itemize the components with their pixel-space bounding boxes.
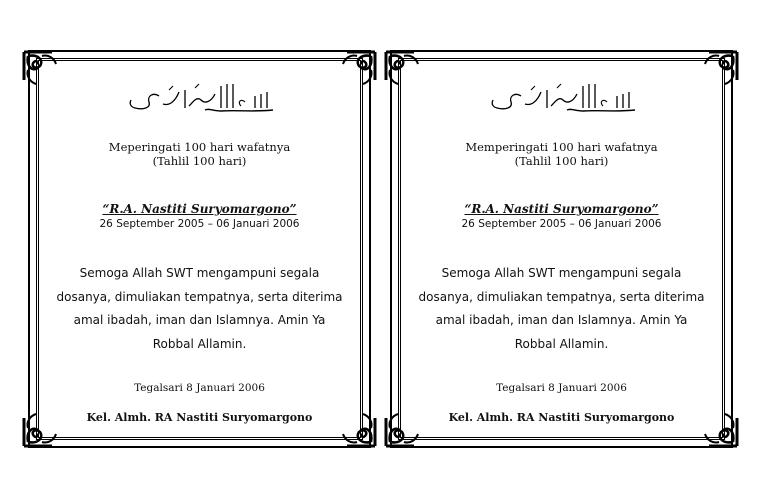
memorial-heading [42, 140, 357, 168]
prayer-line: dosanya, dimuliakan tempatnya, serta diterima [418, 289, 705, 304]
deceased-name: “R.A. Nastiti Suryomargono” [464, 202, 659, 216]
prayer-line: Robbal Allamin. [152, 336, 247, 351]
prayer-text [32, 262, 367, 356]
memorial-card-right [384, 50, 739, 448]
place-date: Tegalsari 8 Januari 2006 [496, 382, 627, 394]
life-dates: 26 September 2005 – 06 Januari 2006 [461, 218, 662, 230]
deceased-name: “R.A. Nastiti Suryomargono” [102, 202, 297, 216]
family-signature: Kel. Almh. RA Nastiti Suryomargono [86, 411, 313, 424]
bismillah-calligraphy-icon [487, 80, 637, 118]
prayer-text [394, 262, 729, 356]
prayer-line: amal ibadah, iman dan Islamnya. Amin Ya [73, 313, 326, 327]
card-content [42, 50, 357, 448]
card-content [404, 50, 719, 448]
prayer-line: Robbal Allamin. [514, 336, 609, 351]
memorial-line-1: Meperingati 100 hari wafatnya [108, 140, 291, 154]
memorial-line-1: Memperingati 100 hari wafatnya [465, 140, 658, 154]
prayer-line: dosanya, dimuliakan tempatnya, serta diterima [56, 289, 343, 304]
memorial-card-left [22, 50, 377, 448]
memorial-line-2: (Tahlil 100 hari) [514, 154, 609, 168]
prayer-line: amal ibadah, iman dan Islamnya. Amin Ya [435, 313, 688, 327]
memorial-heading [404, 140, 719, 168]
bismillah-calligraphy-icon [125, 80, 275, 118]
place-date: Tegalsari 8 Januari 2006 [134, 382, 265, 394]
life-dates: 26 September 2005 – 06 Januari 2006 [99, 218, 300, 230]
memorial-line-2: (Tahlil 100 hari) [152, 154, 247, 168]
family-signature: Kel. Almh. RA Nastiti Suryomargono [448, 411, 675, 424]
prayer-line: Semoga Allah SWT mengampuni segala [79, 266, 320, 280]
prayer-line: Semoga Allah SWT mengampuni segala [441, 266, 682, 280]
